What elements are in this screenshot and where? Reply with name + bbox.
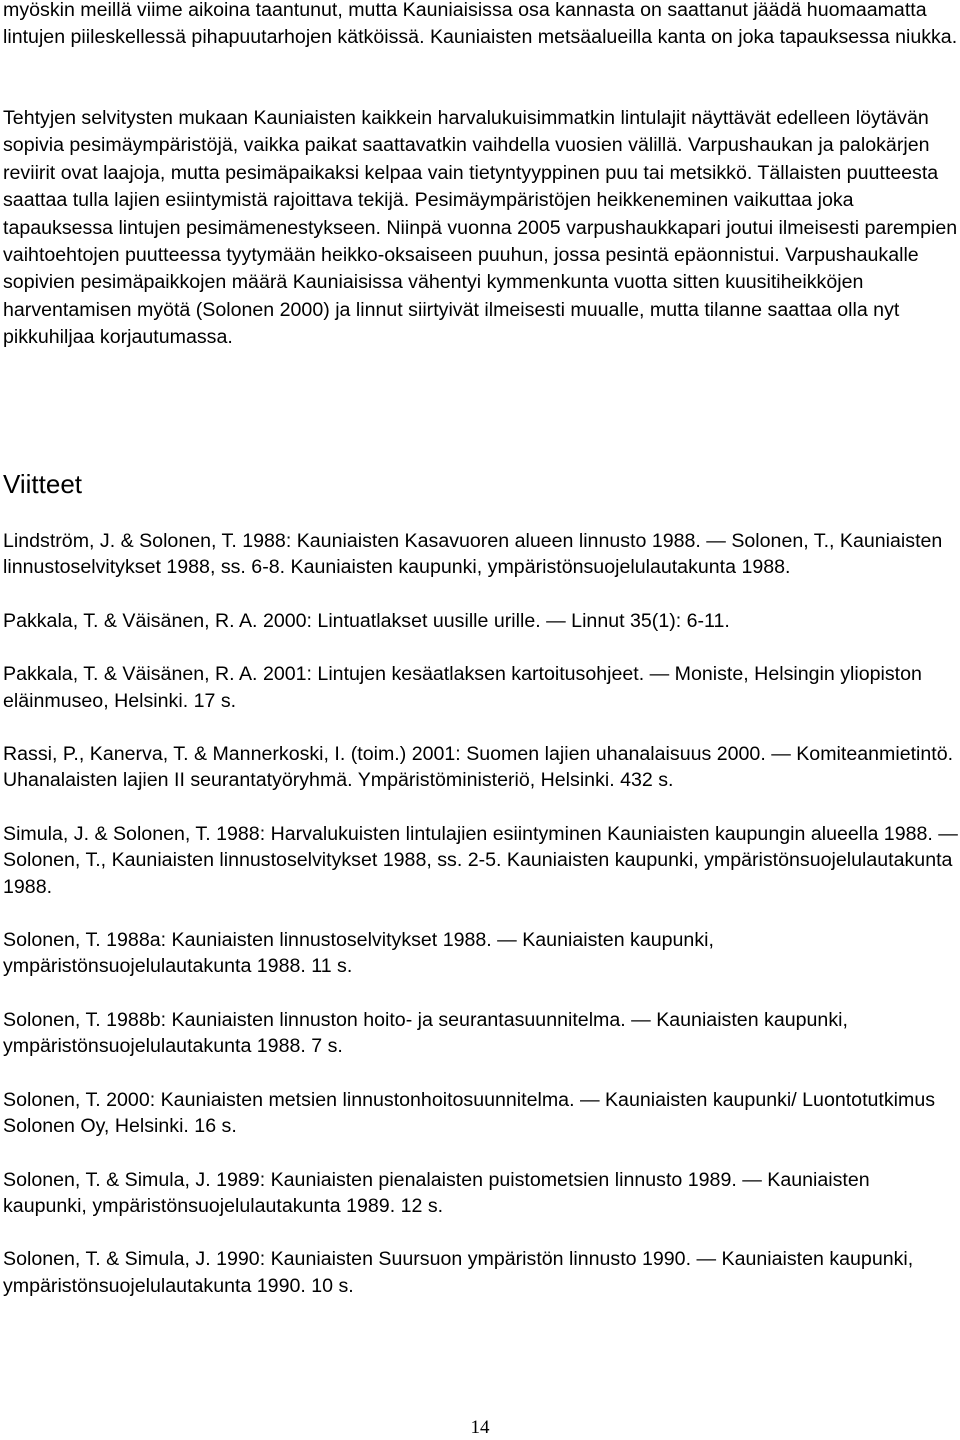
reference-item: Lindström, J. & Solonen, T. 1988: Kauniaisten Kasavuoren alueen linnusto 1988. — Solonen, T., Kauniaisten linnustoselvitykset 1988, ss. 6-8. Kauniaisten kaupunki, ympäristönsuojelulautakunta 1988. xyxy=(3,530,943,579)
reference-item: Solonen, T. & Simula, J. 1989: Kauniaisten pienalaisten puistometsien linnusto 1989. — Kauniaisten kaupunki, ympäristönsuojelulautakunta 1989. 12 s. xyxy=(3,1168,870,1217)
reference-item: Simula, J. & Solonen, T. 1988: Harvalukuisten lintulajien esiintyminen Kauniaisten kaupungin alueella 1988. — Solonen, T., Kauniaisten linnustoselvitykset 1988, ss. 2-5. Kauniaisten kaupunki, ympäristönsuojelulautakunta 1988. xyxy=(3,822,958,898)
references-list xyxy=(3,528,958,1326)
reference-item: Solonen, T. 2000: Kauniaisten metsien linnustonhoitosuunnitelma. — Kauniaisten kaupunki/ Luontotutkimus Solonen Oy, Helsinki. 16 s. xyxy=(3,1088,936,1138)
reference-item: Pakkala, T. & Väisänen, R. A. 2000: Lintuatlakset uusille urille. — Linnut 35(1): 6-11. xyxy=(3,609,730,632)
reference-item: Solonen, T. 1988b: Kauniaisten linnuston hoito- ja seurantasuunnitelma. — Kauniaisten kaupunki, ympäristönsuojelulautakunta 1988. 7 s. xyxy=(3,1008,848,1058)
reference-item: Solonen, T. & Simula, J. 1990: Kauniaisten Suursuon ympäristön linnusto 1990. — Kauniaisten kaupunki, ympäristönsuojelulautakunta 1990. 10 s. xyxy=(3,1248,914,1297)
body-paragraph: Tehtyjen selvitysten mukaan Kauniaisten kaikkein harvalukuisimmatkin lintulajit näyttävät edelleen löytävän sopivia pesimäympäristöjä, vaikka paikat saattavatkin vaihdella vuosien välillä. Varpushaukan ja palokärjen reviirit ovat laajoja, mutta pesimäpaikaksi kelpaa vain tietyntyyppinen puu tai metsikkö. Tällaisten puutteesta saattaa tulla lajien esiintymistä rajoittava tekijä. Pesimäympäristöjen heikkeneminen vaikuttaa joka tapauksessa lintujen pesimämenestykseen. Niinpä vuonna 2005 varpushaukkapari joutui ilmeisesti parempien vaihtoehtojen puutteessa tyytymään heikko-oksaiseen puuhun, jossa pesintä epäonnistui. Varpushaukalle sopivien pesimäpaikkojen määrä Kauniaisissa vähentyi kymmenkunta vuotta sitten kuusitiheikköjen harventamisen myötä (Solonen 2000) ja linnut siirtyivät ilmeisesti muualle, mutta tilanne saattaa olla nyt pikkuhiljaa korjautumassa. xyxy=(3,107,958,349)
reference-item: Pakkala, T. & Väisänen, R. A. 2001: Lintujen kesäatlaksen kartoitusohjeet. — Moniste, Helsingin yliopiston eläinmuseo, Helsinki. 17 s. xyxy=(3,663,922,712)
page-number: 14 xyxy=(470,1417,490,1438)
references-heading: Viitteet xyxy=(3,469,83,499)
intro-paragraph: myöskin meillä viime aikoina taantunut, mutta Kauniaisissa osa kannasta on saattanut jäädä huomaamatta lintujen piileskellessä pihapuutarhojen kätköissä. Kauniaisten metsäalueilla kanta on joka tapauksessa niukka. xyxy=(3,0,958,49)
reference-item: Solonen, T. 1988a: Kauniaisten linnustoselvitykset 1988. — Kauniaisten kaupunki, ympäristönsuojelulautakunta 1988. 11 s. xyxy=(3,929,714,978)
reference-item: Rassi, P., Kanerva, T. & Mannerkoski, I. (toim.) 2001: Suomen lajien uhanalaisuus 2000. — Komiteanmietintö. Uhanalaisten lajien II seurantatyöryhmä. Ympäristöministeriö, Helsinki. 432 s. xyxy=(3,743,954,792)
